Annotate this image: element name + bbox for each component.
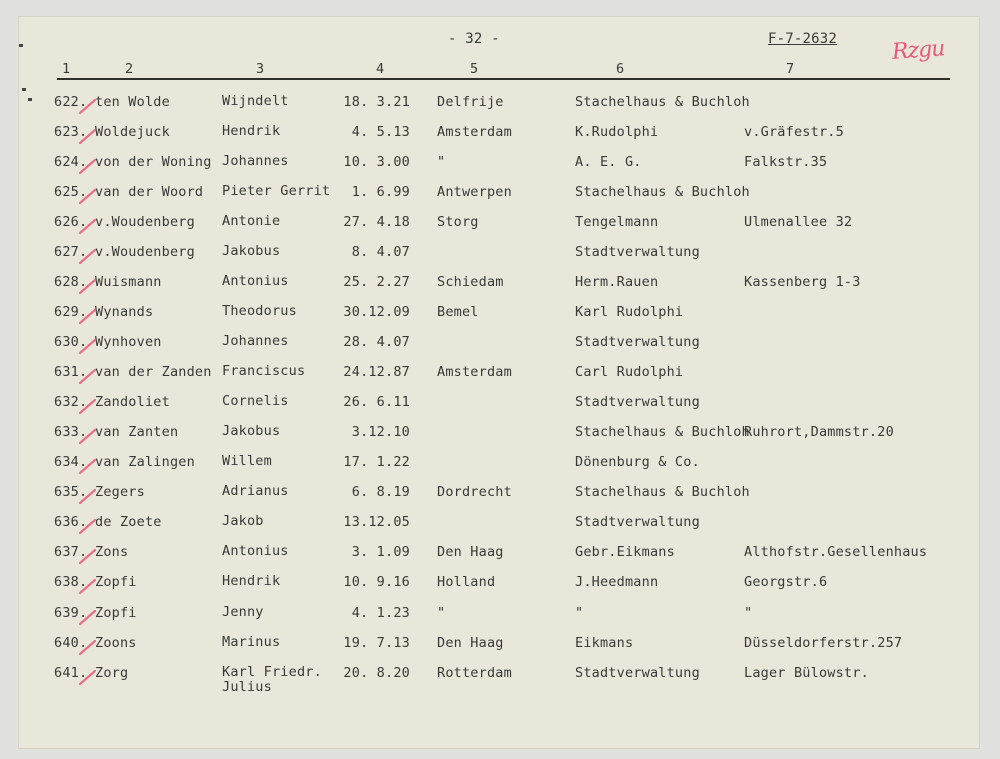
first-name: Johannes — [222, 333, 289, 349]
address: Düsseldorferstr.257 — [744, 635, 903, 651]
birth-date: 19. 7.13 — [343, 635, 410, 651]
surname: Zopfi — [95, 574, 137, 590]
birthplace: Rotterdam — [437, 665, 512, 681]
birth-date: 10. 3.00 — [343, 154, 410, 170]
entry-number: 630. — [54, 334, 88, 350]
first-name: Jenny — [222, 604, 264, 620]
entry-number: 631. — [54, 364, 88, 380]
surname: v.Woudenberg — [95, 214, 195, 230]
birthplace: Dordrecht — [437, 484, 512, 500]
red-check-mark-icon — [78, 184, 98, 206]
employer: Stadtverwaltung — [575, 334, 700, 350]
column-number: 1 — [62, 61, 71, 77]
first-name: Johannes — [222, 153, 289, 169]
table-row — [0, 154, 1000, 176]
birth-date: 6. 8.19 — [351, 484, 410, 500]
entry-number: 636. — [54, 514, 88, 530]
table-row — [0, 94, 1000, 116]
first-name: Theodorus — [222, 303, 297, 319]
entry-number: 628. — [54, 274, 88, 290]
surname: Wuismann — [95, 274, 162, 290]
birth-date: 24.12.87 — [343, 364, 410, 380]
first-name: Karl Friedr. Julius — [222, 664, 322, 695]
table-row — [0, 635, 1000, 657]
surname: Woldejuck — [95, 124, 170, 140]
table-row — [0, 124, 1000, 146]
entry-number: 632. — [54, 394, 88, 410]
employer: J.Heedmann — [575, 574, 659, 590]
birthplace: Antwerpen — [437, 184, 512, 200]
red-check-mark-icon — [78, 544, 98, 566]
entry-number: 640. — [54, 635, 88, 651]
margin-mark — [22, 88, 26, 91]
employer: " — [575, 605, 584, 621]
red-check-mark-icon — [78, 304, 98, 326]
employer: Stadtverwaltung — [575, 514, 700, 530]
table-row — [0, 424, 1000, 446]
birth-date: 4. 1.23 — [351, 605, 410, 621]
table-row — [0, 244, 1000, 266]
surname: Zons — [95, 544, 129, 560]
entry-number: 625. — [54, 184, 88, 200]
address: v.Gräfestr.5 — [744, 124, 844, 140]
entry-number: 627. — [54, 244, 88, 260]
surname: Wynands — [95, 304, 154, 320]
birthplace: Schiedam — [437, 274, 504, 290]
surname: de Zoete — [95, 514, 162, 530]
surname: van Zanten — [95, 424, 179, 440]
employer: Stadtverwaltung — [575, 394, 700, 410]
first-name: Pieter Gerrit — [222, 183, 331, 199]
red-check-mark-icon — [78, 124, 98, 146]
table-row — [0, 334, 1000, 356]
page-number: - 32 - — [448, 31, 500, 47]
entry-number: 637. — [54, 544, 88, 560]
red-check-mark-icon — [78, 214, 98, 236]
red-check-mark-icon — [78, 635, 98, 657]
employer: Herm.Rauen — [575, 274, 659, 290]
birth-date: 8. 4.07 — [351, 244, 410, 260]
table-row — [0, 664, 1000, 695]
table-row — [0, 394, 1000, 416]
first-name: Antonie — [222, 213, 281, 229]
entry-number: 623. — [54, 124, 88, 140]
table-row — [0, 544, 1000, 566]
employer: Stachelhaus & Buchloh — [575, 184, 750, 200]
table-row — [0, 605, 1000, 627]
entry-number: 639. — [54, 605, 88, 621]
surname: Zegers — [95, 484, 145, 500]
first-name: Antonius — [222, 543, 289, 559]
surname: van Zalingen — [95, 454, 195, 470]
column-number: 5 — [470, 61, 479, 77]
entry-number: 624. — [54, 154, 88, 170]
header-rule — [57, 78, 950, 80]
birthplace: Bemel — [437, 304, 479, 320]
employer: Stachelhaus & Buchloh — [575, 484, 750, 500]
table-row — [0, 364, 1000, 386]
first-name: Franciscus — [222, 363, 306, 379]
column-number: 2 — [125, 61, 134, 77]
surname: Zopfi — [95, 605, 137, 621]
birth-date: 1. 6.99 — [351, 184, 410, 200]
first-name: Marinus — [222, 634, 281, 650]
entry-number: 638. — [54, 574, 88, 590]
address: Ruhrort,Dammstr.20 — [744, 424, 894, 440]
red-check-mark-icon — [78, 334, 98, 356]
employer: Stachelhaus & Buchloh — [575, 94, 750, 110]
red-check-mark-icon — [78, 154, 98, 176]
birthplace: Amsterdam — [437, 124, 512, 140]
column-number: 4 — [376, 61, 385, 77]
table-row — [0, 274, 1000, 296]
birthplace: " — [437, 154, 446, 170]
birth-date: 26. 6.11 — [343, 394, 410, 410]
address: Althofstr.Gesellenhaus — [744, 544, 928, 560]
surname: van der Zanden — [95, 364, 212, 380]
address: Lager Bülowstr. — [744, 665, 869, 681]
red-check-mark-icon — [78, 94, 98, 116]
employer: Dönenburg & Co. — [575, 454, 700, 470]
column-number: 7 — [786, 61, 795, 77]
birthplace: Amsterdam — [437, 364, 512, 380]
table-row — [0, 304, 1000, 326]
first-name: Hendrik — [222, 123, 281, 139]
table-row — [0, 484, 1000, 506]
red-check-mark-icon — [78, 364, 98, 386]
employer: Carl Rudolphi — [575, 364, 684, 380]
first-name: Willem — [222, 453, 272, 469]
surname: Wynhoven — [95, 334, 162, 350]
first-name: Cornelis — [222, 393, 289, 409]
birthplace: " — [437, 605, 446, 621]
entry-number: 622. — [54, 94, 88, 110]
birth-date: 10. 9.16 — [343, 574, 410, 590]
red-check-mark-icon — [78, 605, 98, 627]
entry-number: 633. — [54, 424, 88, 440]
red-check-mark-icon — [78, 454, 98, 476]
birth-date: 13.12.05 — [343, 514, 410, 530]
birth-date: 27. 4.18 — [343, 214, 410, 230]
red-check-mark-icon — [78, 484, 98, 506]
birthplace: Storg — [437, 214, 479, 230]
surname: v.Woudenberg — [95, 244, 195, 260]
birth-date: 18. 3.21 — [343, 94, 410, 110]
column-number: 6 — [616, 61, 625, 77]
table-row — [0, 574, 1000, 596]
employer: Karl Rudolphi — [575, 304, 684, 320]
birth-date: 25. 2.27 — [343, 274, 410, 290]
surname: Zorg — [95, 665, 129, 681]
surname: Zoons — [95, 635, 137, 651]
entry-number: 629. — [54, 304, 88, 320]
first-name: Wijndelt — [222, 93, 289, 109]
employer: Tengelmann — [575, 214, 659, 230]
red-pencil-initials: Rzgu — [891, 36, 946, 65]
first-name: Antonius — [222, 273, 289, 289]
first-name: Jakobus — [222, 243, 281, 259]
surname: von der Woning — [95, 154, 212, 170]
table-row — [0, 184, 1000, 206]
surname: ten Wolde — [95, 94, 170, 110]
birthplace: Den Haag — [437, 635, 504, 651]
birthplace: Holland — [437, 574, 496, 590]
employer: Stadtverwaltung — [575, 665, 700, 681]
employer: Stadtverwaltung — [575, 244, 700, 260]
birth-date: 30.12.09 — [343, 304, 410, 320]
address: Georgstr.6 — [744, 574, 828, 590]
entry-number: 641. — [54, 665, 88, 681]
red-check-mark-icon — [78, 244, 98, 266]
birthplace: Delfrije — [437, 94, 504, 110]
surname: van der Woord — [95, 184, 204, 200]
address: Kassenberg 1-3 — [744, 274, 861, 290]
surname: Zandoliet — [95, 394, 170, 410]
table-row — [0, 454, 1000, 476]
red-check-mark-icon — [78, 574, 98, 596]
entry-number: 635. — [54, 484, 88, 500]
birth-date: 17. 1.22 — [343, 454, 410, 470]
first-name: Adrianus — [222, 483, 289, 499]
column-number-row — [0, 61, 1000, 77]
margin-mark — [19, 44, 23, 47]
column-number: 3 — [256, 61, 265, 77]
red-check-mark-icon — [78, 424, 98, 446]
birth-date: 28. 4.07 — [343, 334, 410, 350]
address: " — [744, 605, 753, 621]
first-name: Hendrik — [222, 573, 281, 589]
address: Ulmenallee 32 — [744, 214, 853, 230]
address: Falkstr.35 — [744, 154, 828, 170]
employer: K.Rudolphi — [575, 124, 659, 140]
employer: A. E. G. — [575, 154, 642, 170]
employer: Stachelhaus & Buchloh — [575, 424, 750, 440]
red-check-mark-icon — [78, 274, 98, 296]
birth-date: 3. 1.09 — [351, 544, 410, 560]
birth-date: 4. 5.13 — [351, 124, 410, 140]
red-check-mark-icon — [78, 514, 98, 536]
entry-number: 634. — [54, 454, 88, 470]
employer: Gebr.Eikmans — [575, 544, 675, 560]
birth-date: 20. 8.20 — [343, 665, 410, 681]
first-name: Jakob — [222, 513, 264, 529]
entry-number: 626. — [54, 214, 88, 230]
birth-date: 3.12.10 — [351, 424, 410, 440]
first-name: Jakobus — [222, 423, 281, 439]
red-check-mark-icon — [78, 394, 98, 416]
file-reference: F-7-2632 — [768, 31, 838, 47]
birthplace: Den Haag — [437, 544, 504, 560]
employer: Eikmans — [575, 635, 634, 651]
red-check-mark-icon — [78, 665, 98, 687]
table-row — [0, 514, 1000, 536]
table-row — [0, 214, 1000, 236]
